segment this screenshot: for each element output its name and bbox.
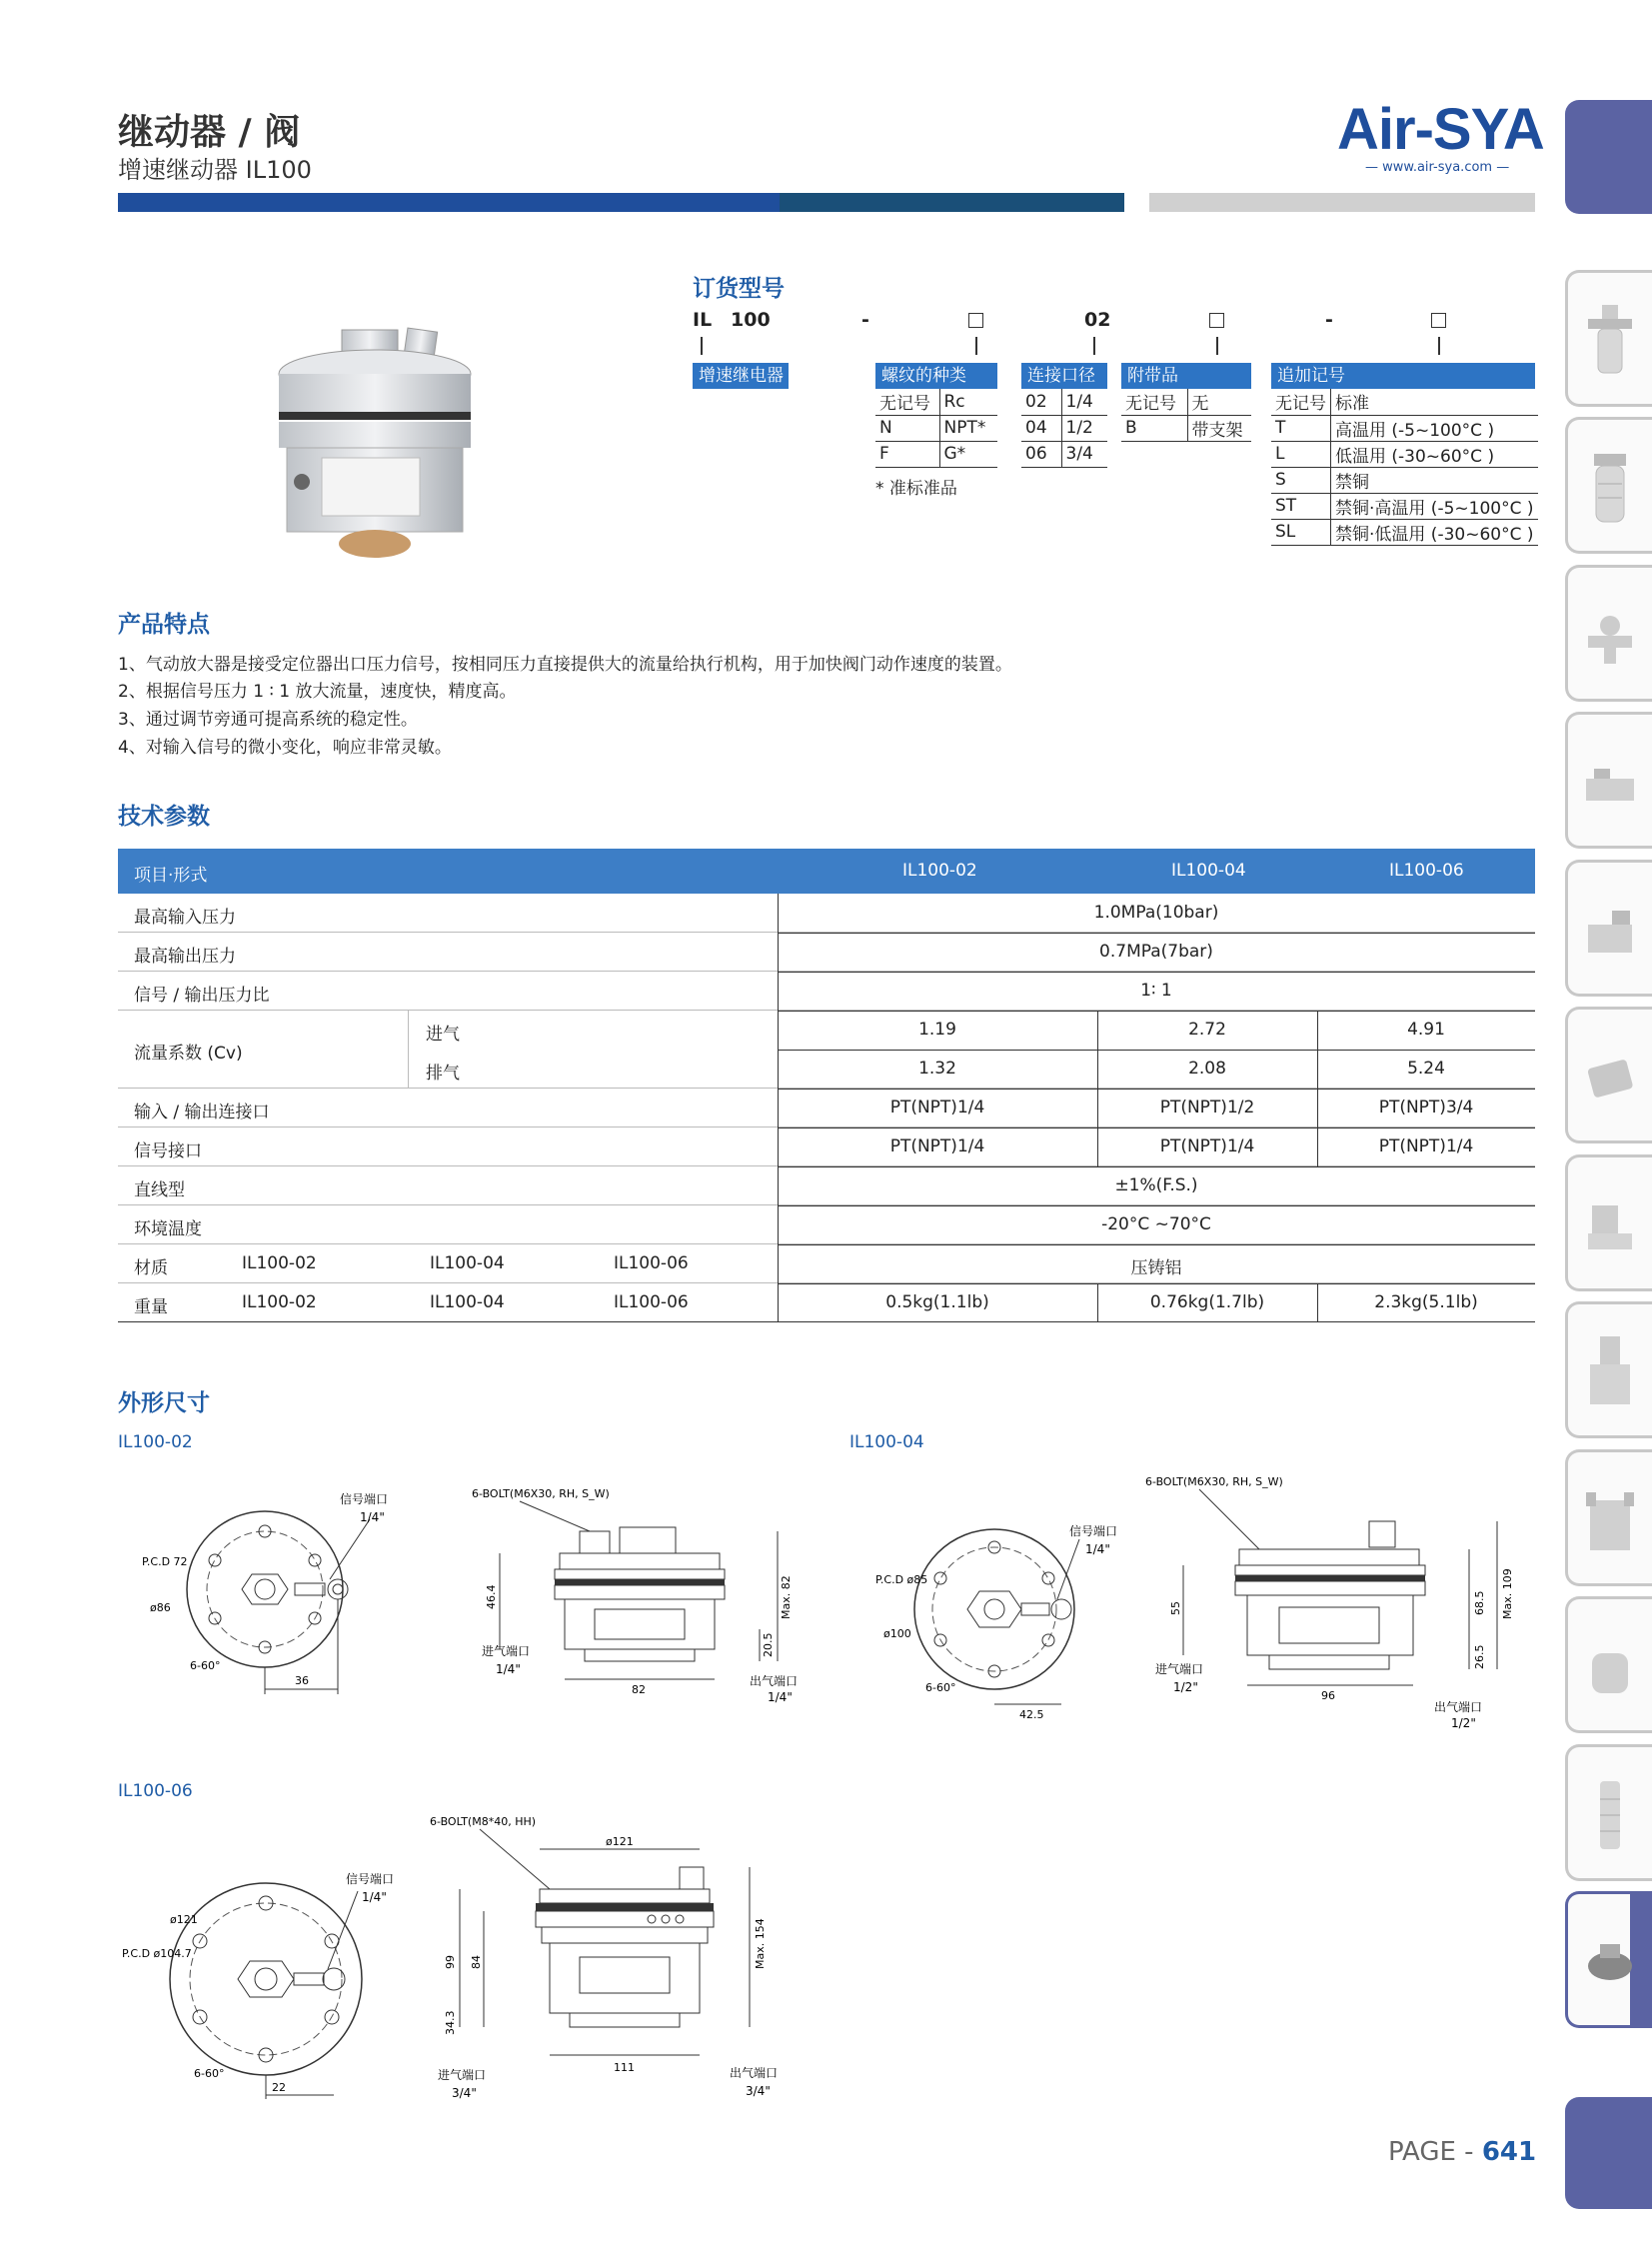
relay-label: 增速继电器 bbox=[693, 363, 789, 389]
table-row: F G* bbox=[875, 441, 997, 467]
port-header: 连接口径 bbox=[1021, 363, 1107, 389]
regulator-icon bbox=[1582, 596, 1638, 676]
signal-port-label: 信号端口 bbox=[340, 1492, 389, 1506]
code-dash-1: - bbox=[861, 309, 869, 331]
table-row: 直线型 ±1%(F.S.) bbox=[118, 1166, 1535, 1205]
feature-item: 1、气动放大器是接受定位器出口压力信号，按相同压力直接提供大的流量给执行机构，用于加快阀门动作速度的装置。 bbox=[118, 655, 1012, 675]
outlet-size: 1/4" bbox=[768, 1690, 793, 1704]
side-tab-relay[interactable] bbox=[1565, 1891, 1652, 2028]
thread-note: * 准标准品 bbox=[875, 478, 957, 499]
spec-head-item: 项目·形式 bbox=[134, 866, 208, 886]
extra-header: 追加记号 bbox=[1271, 363, 1535, 389]
inlet-size: 3/4" bbox=[452, 2086, 477, 2100]
dim-42: 42.5 bbox=[1019, 1708, 1044, 1721]
feature-item: 4、对输入信号的微小变化，响应非常灵敏。 bbox=[118, 738, 452, 758]
dim-max: Max. 109 bbox=[1501, 1568, 1514, 1619]
table-row: 环境温度 -20°C ~70°C bbox=[118, 1205, 1535, 1244]
table-row: N NPT* bbox=[875, 415, 997, 441]
signal-port-size: 1/4" bbox=[360, 1510, 385, 1524]
table-row: 无记号 Rc bbox=[875, 389, 997, 415]
angle-label: 6-60° bbox=[190, 1659, 221, 1672]
table-row: 输入 / 输出连接口 PT(NPT)1/4 PT(NPT)1/2 PT(NPT)3/4 bbox=[118, 1089, 1535, 1127]
dimensions-title: 外形尺寸 bbox=[118, 1390, 210, 1416]
table-rule bbox=[778, 1089, 1535, 1090]
cylinder-icon bbox=[1582, 891, 1638, 971]
diameter-label: ø121 bbox=[170, 1913, 198, 1926]
header-bar-grey bbox=[1149, 193, 1535, 212]
pcd-label: P.C.D ø104.7 bbox=[122, 1947, 192, 1960]
side-tab-solenoid[interactable] bbox=[1565, 1154, 1652, 1291]
connector-line bbox=[1093, 337, 1095, 355]
header-bar-blue bbox=[118, 193, 780, 212]
table-rule bbox=[778, 1244, 1535, 1245]
dim-111: 111 bbox=[614, 2061, 635, 2074]
dim-max: Max. 154 bbox=[754, 1918, 767, 1969]
extra-box bbox=[1431, 313, 1446, 328]
il100-02-side-view bbox=[460, 1479, 820, 1719]
inlet-label: 进气端口 bbox=[438, 2068, 487, 2082]
code-prefix: IL bbox=[693, 309, 713, 331]
relay-icon bbox=[1582, 1922, 1638, 2002]
dim-36: 36 bbox=[295, 1674, 309, 1687]
bolt-label: 6-BOLT(M6X30, RH, S_W) bbox=[472, 1487, 610, 1500]
dim-99: 99 bbox=[444, 1955, 457, 1969]
table-row: 信号 / 输出压力比 1∶ 1 bbox=[118, 972, 1535, 1011]
diameter-label: ø86 bbox=[150, 1601, 171, 1614]
spec-head-c2: IL100-04 bbox=[1171, 861, 1246, 881]
signal-port-size: 1/4" bbox=[1085, 1542, 1110, 1556]
side-tab-silencer[interactable] bbox=[1565, 1744, 1652, 1881]
silencer-icon bbox=[1582, 1775, 1638, 1855]
spec-header-row bbox=[118, 849, 1535, 894]
dim-22: 22 bbox=[272, 2081, 286, 2094]
ordering-title: 订货型号 bbox=[693, 276, 785, 302]
dim-label-06: IL100-06 bbox=[118, 1781, 193, 1801]
signal-port-size: 1/4" bbox=[362, 1890, 387, 1904]
spec-head-c1: IL100-02 bbox=[902, 861, 977, 881]
bolt-label: 6-BOLT(M8*40, HH) bbox=[430, 1815, 537, 1828]
table-row: 信号接口 PT(NPT)1/4 PT(NPT)1/4 PT(NPT)1/4 bbox=[118, 1127, 1535, 1166]
table-rule bbox=[1317, 1283, 1318, 1322]
feature-item: 3、通过调节旁通可提高系统的稳定性。 bbox=[118, 710, 418, 730]
table-row: 06 3/4 bbox=[1021, 441, 1107, 467]
table-rule bbox=[778, 1011, 1535, 1012]
specs-title: 技术参数 bbox=[118, 804, 210, 830]
side-tab-fitting[interactable] bbox=[1565, 1596, 1652, 1733]
dim-34: 34.3 bbox=[444, 2010, 457, 2035]
product-photo bbox=[262, 322, 488, 562]
accessory-table bbox=[1121, 363, 1251, 442]
table-rule bbox=[1097, 1283, 1098, 1322]
table-row: 04 1/2 bbox=[1021, 415, 1107, 441]
brand-logo: Air-SYA bbox=[1337, 97, 1544, 162]
dim-46: 46.4 bbox=[485, 1584, 498, 1609]
side-tab-regulator[interactable] bbox=[1565, 565, 1652, 702]
actuator-icon bbox=[1582, 1038, 1638, 1118]
header-bar-dark bbox=[780, 193, 1124, 212]
table-row: 无记号 无 bbox=[1121, 389, 1251, 415]
connector-line bbox=[1216, 337, 1218, 355]
side-tab-filter[interactable] bbox=[1565, 270, 1652, 407]
side-tab-lubricator[interactable] bbox=[1565, 417, 1652, 554]
table-row: L 低温用 (-30~60°C ) bbox=[1271, 441, 1538, 467]
dim-68: 68.5 bbox=[1473, 1590, 1486, 1615]
inlet-label: 进气端口 bbox=[482, 1644, 531, 1658]
code-dash-2: - bbox=[1325, 309, 1333, 331]
table-row: 重量 IL100-02 IL100-04 IL100-06 0.5kg(1.1lb) 0.76kg(1.7lb) 2.3kg(5.1lb) bbox=[118, 1283, 1535, 1322]
page-number: PAGE - 641 bbox=[1388, 2137, 1537, 2167]
table-row: 无记号 标准 bbox=[1271, 389, 1538, 415]
outlet-label: 出气端口 bbox=[1434, 1700, 1483, 1714]
table-rule bbox=[778, 933, 1535, 934]
connector-line bbox=[701, 337, 703, 355]
dim-top: ø121 bbox=[606, 1835, 634, 1848]
port-table bbox=[1021, 363, 1107, 468]
table-row: T 高温用 (-5~100°C ) bbox=[1271, 415, 1538, 441]
spec-head-c3: IL100-06 bbox=[1389, 861, 1464, 881]
il100-06-top-view bbox=[118, 1859, 418, 2119]
thread-table bbox=[875, 363, 997, 499]
table-row: 02 1/4 bbox=[1021, 389, 1107, 415]
diameter-label: ø100 bbox=[883, 1627, 911, 1640]
pcd-label: P.C.D 72 bbox=[142, 1555, 188, 1568]
side-tab-top[interactable] bbox=[1565, 100, 1652, 214]
outlet-label: 出气端口 bbox=[730, 2066, 779, 2080]
accessory-header: 附带品 bbox=[1121, 363, 1251, 389]
feature-item: 2、根据信号压力 1 ∶ 1 放大流量，速度快，精度高。 bbox=[118, 682, 517, 702]
table-rule bbox=[778, 1283, 1535, 1284]
angle-label: 6-60° bbox=[925, 1681, 956, 1694]
positioner-icon bbox=[1582, 1332, 1638, 1412]
table-row: 材质 IL100-02 IL100-04 IL100-06 压铸铝 bbox=[118, 1244, 1535, 1283]
table-rule bbox=[778, 1166, 1535, 1167]
dim-max: Max. 82 bbox=[780, 1575, 793, 1619]
dim-label-04: IL100-04 bbox=[849, 1432, 924, 1452]
il100-04-top-view bbox=[869, 1499, 1129, 1729]
page-title: 继动器 / 阀 bbox=[118, 112, 301, 153]
table-rule bbox=[408, 1011, 409, 1089]
thread-box bbox=[968, 313, 983, 328]
side-tab-actuator[interactable] bbox=[1565, 1007, 1652, 1143]
table-rule bbox=[778, 1050, 1535, 1051]
dim-84: 84 bbox=[470, 1955, 483, 1969]
code-model: 100 bbox=[731, 309, 771, 331]
valve-icon bbox=[1582, 743, 1638, 823]
il100-06-side-view bbox=[420, 1809, 820, 2109]
dim-26: 26.5 bbox=[1473, 1644, 1486, 1669]
dim-20: 20.5 bbox=[762, 1632, 775, 1657]
outlet-size: 3/4" bbox=[746, 2084, 771, 2098]
table-rule bbox=[778, 1127, 1535, 1128]
table-row: 流量系数 (Cv) 进气 排气 1.19 2.72 4.91 1.32 2.08 5.24 bbox=[118, 1011, 1535, 1089]
table-row: ST 禁铜·高温用 (-5~100°C ) bbox=[1271, 493, 1538, 519]
signal-port-label: 信号端口 bbox=[1069, 1524, 1118, 1538]
accessory-box bbox=[1209, 313, 1224, 328]
il100-04-side-view bbox=[1139, 1469, 1529, 1739]
side-tab-cylinder[interactable] bbox=[1565, 860, 1652, 997]
extra-table bbox=[1271, 363, 1535, 546]
fitting-icon bbox=[1582, 1627, 1638, 1707]
angle-label: 6-60° bbox=[194, 2067, 225, 2080]
signal-port-label: 信号端口 bbox=[346, 1872, 395, 1886]
inlet-label: 进气端口 bbox=[1155, 1662, 1204, 1676]
solenoid-icon bbox=[1582, 1185, 1638, 1265]
brand-url: — www.air-sya.com — bbox=[1365, 160, 1510, 175]
connector-line bbox=[975, 337, 977, 355]
thread-header: 螺纹的种类 bbox=[875, 363, 997, 389]
table-rule bbox=[778, 894, 779, 1322]
bolt-label: 6-BOLT(M6X30, RH, S_W) bbox=[1145, 1475, 1283, 1488]
dim-55: 55 bbox=[1169, 1601, 1182, 1615]
dim-82: 82 bbox=[632, 1683, 646, 1696]
side-tab-limit-switch[interactable] bbox=[1565, 1449, 1652, 1586]
side-tab-bottom[interactable] bbox=[1565, 2097, 1652, 2209]
dim-96: 96 bbox=[1321, 1689, 1335, 1702]
code-port: 02 bbox=[1084, 309, 1111, 331]
table-row: S 禁铜 bbox=[1271, 467, 1538, 493]
lubricator-icon bbox=[1582, 448, 1638, 528]
outlet-size: 1/2" bbox=[1451, 1716, 1476, 1730]
pcd-label: P.C.D ø85 bbox=[875, 1573, 928, 1586]
table-row: B 带支架 bbox=[1121, 415, 1251, 441]
dim-label-02: IL100-02 bbox=[118, 1432, 193, 1452]
table-rule bbox=[778, 972, 1535, 973]
il100-02-top-view bbox=[130, 1479, 430, 1709]
switch-icon bbox=[1582, 1480, 1638, 1560]
table-row: SL 禁铜·低温用 (-30~60°C ) bbox=[1271, 519, 1538, 545]
table-row: 最高输出压力 0.7MPa(7bar) bbox=[118, 933, 1535, 972]
table-rule bbox=[778, 1205, 1535, 1206]
page-subtitle: 增速继动器 IL100 bbox=[118, 156, 312, 184]
features-title: 产品特点 bbox=[118, 612, 210, 638]
side-tab-positioner[interactable] bbox=[1565, 1301, 1652, 1438]
table-row: 最高输入压力 1.0MPa(10bar) bbox=[118, 894, 1535, 933]
inlet-size: 1/4" bbox=[496, 1662, 521, 1676]
connector-line bbox=[1438, 337, 1440, 355]
filter-icon bbox=[1582, 301, 1638, 381]
inlet-size: 1/2" bbox=[1173, 1680, 1198, 1694]
side-tab-valve[interactable] bbox=[1565, 712, 1652, 849]
outlet-label: 出气端口 bbox=[750, 1674, 799, 1688]
